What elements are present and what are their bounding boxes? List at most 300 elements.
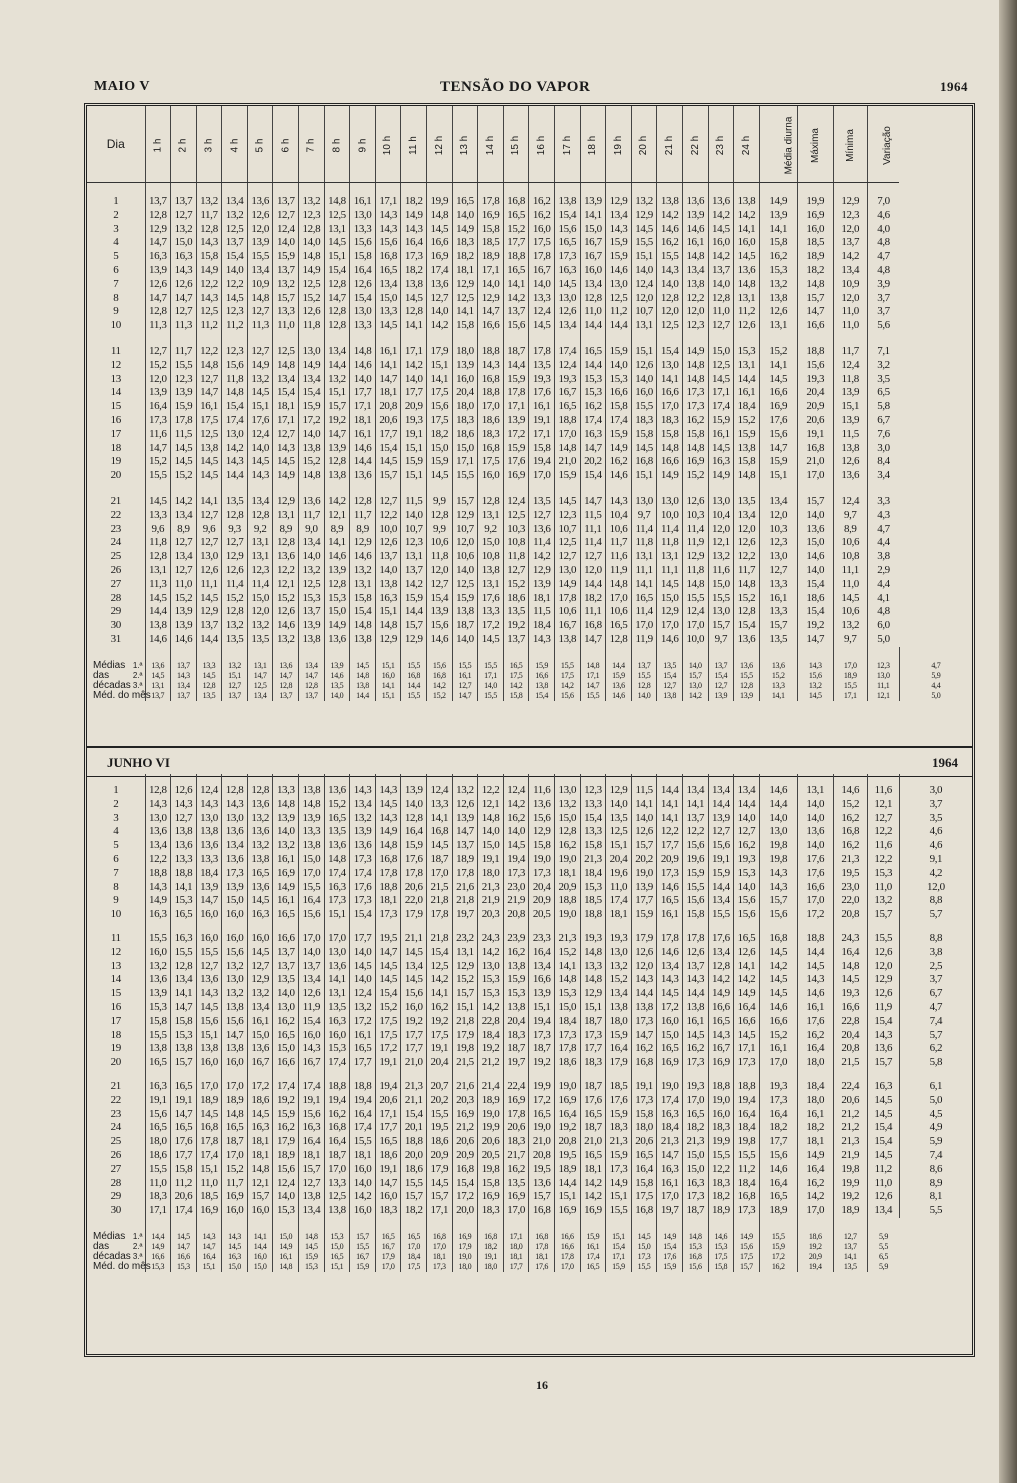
cell-values: 16,2 16,2 16,0 17,5 17,8 16,7 14,0 13,3 12,4 14,5 [532,195,551,332]
column-header-18 [580,106,606,183]
data-column-13 [452,183,478,333]
summary-column-12 [427,1218,453,1272]
summary-values: 15,6 16,8 14,2 15,2 [432,660,446,700]
data-column-18 [580,183,606,333]
cell-values: 12,4 14,3 13,0 13,8 13,6 13,3 18,4 13,9 14,7 16,0 [200,784,218,921]
data-column-18 [580,333,606,483]
cell-values: 17,0 14,0 13,7 13,4 12,6 11,9 15,4 16,0 14,3 16,7 [302,931,321,1069]
data-column-28 [867,333,899,483]
cell-values: 23,3 16,4 13,4 16,6 13,9 15,1 19,4 17,3 18,7 19,2 [532,931,551,1069]
data-column-17 [555,333,581,483]
column-header-13 [452,106,478,183]
data-column-23 [708,1070,734,1218]
book-spine-shadow [999,0,1017,1483]
summary-values: 14,5 15,0 17,3 15,5 [637,1231,651,1271]
cell-values: 12,6 14,3 12,7 13,8 13,6 13,3 18,8 14,1 15,3 16,5 [174,784,193,921]
cell-values: 14,3 13,4 13,2 13,9 13,6 17,3 17,4 17,6 17,3 15,4 [353,784,372,921]
summary-column-9 [350,1218,376,1272]
data-column-7 [299,483,325,647]
cell-values: 12,4 9,7 8,9 10,6 10,8 11,1 11,0 14,5 10,6 13,2 9,7 [841,494,860,645]
summary-values: 13,3 14,5 12,8 13,5 [202,660,216,700]
data-column-11 [401,922,427,1070]
summary-column-12 [427,647,453,701]
data-column-19 [606,1070,632,1218]
summary-values: 14,9 15,4 17,6 15,9 [663,1231,677,1271]
cell-values: 16,3 19,1 15,6 16,5 18,0 18,6 15,5 11,0 18,3 17,1 [148,1079,167,1217]
cell-values: 19,0 16,9 16,4 19,2 20,8 19,5 18,9 14,4 15,1 16,9 [558,1079,577,1217]
data-block-2 [87,483,972,647]
summary-values: 14,8 17,1 14,7 15,5 [586,660,600,700]
cell-values: 14,4 14,1 14,1 12,2 17,7 20,9 17,3 14,6 16,5 16,1 [660,784,679,921]
data-column-19 [606,774,632,922]
data-column-16 [529,483,555,647]
data-column-23 [708,183,734,333]
cell-values: 15,1 12,6 14,0 16,0 15,5 18,3 15,8 14,5 16,8 15,1 [635,344,653,482]
cell-values: 13,0 10,4 12,0 12,1 13,2 11,6 15,0 15,5 13,0 15,7 9,7 [712,494,730,645]
data-column-25 [759,483,797,647]
data-block-0 [87,774,972,922]
summary-values: 16,5 17,0 18,4 17,5 [407,1231,421,1271]
summary-column-2 [171,1218,197,1272]
cell-values: 12,8 14,3 13,0 13,6 13,4 13,6 17,3 13,9 15,0 16,0 [225,784,244,921]
data-block-0 [87,183,972,333]
cell-values: 14,5 13,3 9,6 11,8 12,8 13,1 11,3 14,5 14,4 13,8 14,6 [148,494,167,645]
data-column-2 [171,1070,197,1218]
cell-values: 17,0 13,0 13,6 14,1 13,1 13,5 16,3 16,0 15,3 17,4 [328,931,346,1069]
column-header-24 [734,106,760,183]
data-column-24 [734,774,760,922]
cell-values: 12,2 14,8 12,7 14,7 16,1 17,5 12,5 13,8 14,5 14,5 [200,344,218,482]
cell-values: 16,0 15,5 12,7 13,6 14,3 14,5 15,6 15,1 13,8 16,0 [200,931,218,1069]
summary-values: 13,9 14,6 13,5 14,0 [330,660,344,700]
data-column-7 [299,183,325,333]
summary-column-13 [452,1218,478,1272]
cell-values: 15,4 13,0 14,1 16,6 17,0 18,3 15,8 14,8 16,6 14,9 [660,344,679,482]
column-header-8 [324,106,350,183]
cell-values: 13,8 14,2 14,1 16,0 14,5 13,6 14,8 13,1 11,2 12,6 [737,195,756,332]
cell-values: 12,5 14,8 13,4 15,4 18,1 17,1 12,7 14,3 14,5 14,9 [276,344,295,482]
cell-values: 19,9 14,8 14,5 16,6 16,9 17,4 13,6 12,7 14,0 14,2 [430,195,449,332]
data-column-13 [452,333,478,483]
cell-values: 11,5 14,0 10,7 12,3 13,1 13,7 14,2 15,9 14,4 15,7 12,9 [404,494,423,645]
day-column [87,183,145,333]
cell-values: 12,7 12,2 10,0 12,6 13,7 14,0 13,8 16,3 15,1 14,8 12,9 [379,494,397,645]
cell-values: 3,3 4,3 4,7 4,4 3,8 2,9 4,4 4,1 4,8 6,0 5,0 [877,494,890,645]
junho-table [87,774,972,1272]
data-column-23 [708,922,734,1070]
column-header-0: Dia [87,106,145,183]
data-column-15 [503,1070,529,1218]
summary-column-7 [299,1218,325,1272]
cell-values: 13,3 14,8 13,9 14,0 13,2 16,1 16,9 14,9 16,1 16,5 [276,784,295,921]
data-column-25 [759,774,797,922]
data-column-8 [324,183,350,333]
data-column-18 [580,483,606,647]
data-column-26 [797,183,833,333]
cell-values: 13,2 12,9 14,5 15,5 15,1 14,0 12,4 12,0 10,7 13,1 [635,195,653,332]
cell-values: 12,3 13,3 15,4 13,3 15,8 21,3 18,4 15,3 18,5 18,8 [584,784,602,921]
summary-values: 14,8 14,5 15,9 15,3 [304,1231,318,1271]
cell-values: 19,3 17,3 16,4 18,2 17,7 15,6 14,6 16,4 16,5 18,9 [769,1079,788,1217]
cell-values: 16,5 19,1 14,7 16,5 17,6 17,7 15,8 11,2 20,6 17,4 [174,1079,193,1217]
summary-label-text: Médias das décadas Méd. do mês [93,1230,151,1272]
column-header-label: 14 h [485,135,497,156]
cell-values: 12,7 15,2 12,0 13,9 16,4 17,3 11,6 14,7 15,2 15,5 [148,344,167,482]
cell-values: 17,8 13,5 19,3 17,6 16,1 19,1 17,1 15,8 19,4 17,0 [532,344,551,482]
data-column-27 [833,1070,867,1218]
column-header-label: 21 h [664,135,676,156]
cell-values: 14,2 12,1 8,9 14,1 14,6 13,9 12,8 15,3 15,0 14,9 13,6 [328,494,346,645]
data-column-11 [401,333,427,483]
data-column-22 [682,333,708,483]
data-column-15 [503,922,529,1070]
column-header-2 [171,106,197,183]
column-header-19 [606,106,632,183]
data-column-17 [555,1070,581,1218]
cell-values: 11,7 12,4 11,8 13,9 15,1 13,9 11,5 13,8 12,6 13,6 [841,344,860,482]
data-column-25 [759,183,797,333]
column-header-label: Mínima [844,129,856,162]
cell-values: 14,6 14,4 14,0 13,0 19,8 19,8 14,3 14,3 15,7 15,6 [769,784,788,921]
column-header-label: 2 h [177,138,189,153]
column-header-9 [350,106,376,183]
cell-values: 15,5 12,6 12,0 12,9 12,6 11,9 15,4 14,3 13,6 15,7 [874,931,893,1069]
cell-values: 13,4 14,4 13,9 12,7 15,6 19,1 15,9 14,4 13,4 15,5 [712,784,730,921]
junho-year: 1964 [932,755,958,770]
cell-values: 13,7 12,7 13,2 15,0 16,3 14,3 12,6 14,7 12,7 11,3 [174,195,193,332]
cell-values: 17,9 12,6 12,0 14,3 14,4 13,8 17,3 14,7 16,2 16,8 [635,931,653,1069]
data-column-22 [682,183,708,333]
cell-values: 17,8 12,6 13,7 14,3 14,4 13,8 16,1 14,5 16,2 17,3 [686,931,705,1069]
cell-values: 18,0 13,9 16,0 20,4 18,0 18,3 18,6 15,0 17,1 15,5 [456,344,474,482]
cell-values: 21,3 15,2 14,1 14,8 15,3 15,0 18,4 17,3 17,8 18,6 [558,931,577,1069]
column-header-label: Média diurna [783,116,795,175]
data-column-4 [222,922,248,1070]
cell-values: 22,4 20,6 21,2 21,2 21,3 21,9 19,8 19,9 19,2 18,9 [841,1079,860,1217]
cell-values: 14,2 13,4 8,9 12,7 13,4 12,7 11,0 15,2 13,9 13,9 14,6 [174,494,193,645]
data-column-3 [196,922,222,1070]
data-column-24 [734,333,760,483]
data-column-29 [899,922,972,1070]
cell-values: 12,8 14,3 13,0 13,6 13,4 12,2 18,8 14,3 14,9 16,3 [148,784,167,921]
cell-values: 16,0 14,5 12,7 12,9 13,2 13,4 16,1 15,0 13,6 16,7 [251,931,269,1069]
cell-values: 18,8 14,3 16,8 18,8 17,0 18,6 18,3 16,8 17,5 16,0 [481,344,500,482]
cell-values: 14,8 12,5 13,1 14,5 15,1 15,4 12,8 14,7 12,8 12,8 [328,195,346,332]
data-column-3 [196,183,222,333]
data-column-5 [247,333,273,483]
cell-values: 16,5 12,6 14,1 14,2 14,9 16,4 16,6 14,5 17,1 17,3 [737,931,756,1069]
data-column-3 [196,1070,222,1218]
cell-values: 19,5 14,7 14,5 14,5 15,4 15,2 17,5 17,5 17,2 19,1 [379,931,397,1069]
cell-values: 19,3 14,8 13,3 14,8 12,9 15,1 18,7 17,3 17,7 18,3 [584,931,602,1069]
day-numbers: 11 12 13 14 15 16 17 18 19 20 [110,344,121,482]
cell-values: 11,7 15,5 12,3 13,9 15,9 17,8 11,5 14,5 14,5 15,2 [174,344,193,482]
cell-values: 14,3 14,5 14,3 14,9 14,8 16,8 17,8 18,8 18,1 17,3 [379,784,397,921]
data-column-28 [867,483,899,647]
data-column-13 [452,483,478,647]
summary-column-23 [708,647,734,701]
cell-values: 14,8 14,6 14,0 17,7 17,1 18,1 16,1 14,6 14,4 13,6 [353,344,372,482]
summary-values: 14,9 15,6 17,5 15,7 [740,1231,753,1271]
day-column [87,483,145,647]
column-header-label: 1 h [152,138,164,153]
data-column-8 [324,774,350,922]
data-column-26 [797,1070,833,1218]
data-column-13 [452,922,478,1070]
data-column-1 [145,333,171,483]
cell-values: 19,1 17,3 15,8 18,0 20,6 16,5 16,4 15,8 17,5 16,8 [635,1079,653,1217]
data-column-20 [631,183,657,333]
cell-values: 21,8 15,4 12,5 14,2 14,1 16,2 19,2 17,5 19,1 20,4 [430,931,449,1069]
cell-values: 18,8 19,0 16,0 18,3 19,9 15,5 12,2 18,3 18,2 18,9 [712,1079,730,1217]
summary-values: 13,6 14,5 13,1 13,7 [151,660,165,700]
summary-column-13 [452,647,478,701]
column-header-label: Variação [881,126,893,165]
data-column-8 [324,922,350,1070]
day-column [87,922,145,1070]
summary-values: 13,6 14,7 12,8 13,7 [279,660,293,700]
data-column-7 [299,333,325,483]
summary-values: 15,1 15,4 17,1 15,9 [612,1231,625,1271]
summary-values: 14,1 14,4 16,0 15,0 [253,1231,267,1271]
column-header-label: 20 h [638,135,650,156]
cell-values: 13,5 12,7 13,6 11,4 14,2 12,9 13,9 18,1 11,5 18,4 14,3 [532,494,551,645]
column-header-6 [273,106,299,183]
cell-values: 21,4 18,9 19,0 19,9 20,6 20,5 19,8 15,8 16,9 18,3 [481,1079,500,1217]
summary-column-5 [247,1218,273,1272]
cell-values: 13,4 12,8 9,2 13,1 13,1 12,3 11,4 15,0 12,0 13,2 13,5 [251,494,269,645]
data-column-9 [350,922,376,1070]
data-column-6 [273,483,299,647]
summary-values: 13,7 14,3 13,4 13,7 [176,660,190,700]
cell-values: 13,0 9,7 11,4 11,8 13,1 11,1 14,1 16,5 11,4 17,0 11,9 [635,494,653,645]
cell-values: 11,6 13,6 15,6 12,9 15,8 19,0 17,3 20,4 20,9 20,5 [532,784,551,921]
data-column-16 [529,774,555,922]
cell-values: 13,6 11,7 9,0 13,4 14,0 13,2 12,5 15,3 13,7 13,9 13,8 [302,494,321,645]
cell-values: 18,8 15,6 19,3 20,4 20,9 20,6 19,1 16,8 21,0 17,0 [806,344,825,482]
data-column-6 [273,922,299,1070]
data-column-2 [171,483,197,647]
cell-values: 16,8 16,5 15,2 17,7 18,8 16,5 14,1 14,2 13,7 15,6 [507,195,525,332]
data-column-21 [657,333,683,483]
summary-row [87,1218,972,1272]
summary-values: 14,4 15,9 13,6 14,6 [612,660,625,700]
data-column-20 [631,774,657,922]
cell-values: 23,2 13,1 12,9 15,2 15,7 15,1 21,8 17,9 19,8 21,5 [456,931,474,1069]
data-column-6 [273,774,299,922]
summary-values: 15,9 16,6 13,8 15,4 [535,660,549,700]
cell-values: 17,0 18,9 14,8 16,5 18,7 17,0 15,2 11,7 16,9 16,0 [225,1079,244,1217]
header-year: 1964 [940,79,968,94]
cell-values: 16,6 13,7 13,7 13,5 14,0 13,0 16,2 16,5 15,0 16,6 [276,931,295,1069]
cell-values: 15,7 14,0 13,6 15,0 14,6 14,0 15,4 18,6 15,4 19,2 14,7 [806,494,825,645]
cell-values: 18,5 17,6 15,9 18,3 21,3 15,9 17,3 14,9 15,1 15,5 [609,1079,628,1217]
summary-column-19 [606,1218,632,1272]
data-column-3 [196,483,222,647]
summary-values: 4,7 5,9 4,4 5,0 [931,660,941,700]
summary-label [87,1218,151,1272]
summary-column-26 [797,647,833,701]
data-column-27 [833,483,867,647]
column-header-11 [401,106,427,183]
cell-values: 9,9 12,8 9,9 10,6 11,8 12,0 12,7 15,4 13,9 15,6 14,6 [430,494,449,645]
data-column-24 [734,1070,760,1218]
cell-values: 12,8 13,6 13,2 13,6 13,2 13,8 16,5 13,6 14,5 16,3 [251,784,269,921]
data-column-8 [324,483,350,647]
summary-column-22 [682,647,708,701]
data-column-6 [273,183,299,333]
cell-values: 13,0 10,0 11,4 11,8 13,1 11,1 14,5 15,0 12,9 17,0 14,6 [660,494,679,645]
cell-values: 12,7 14,9 13,2 14,5 15,1 17,6 12,4 14,0 14,5 14,3 [251,344,269,482]
data-column-2 [171,922,197,1070]
cell-values: 14,9 13,9 14,1 15,8 16,2 15,3 13,2 13,8 12,6 13,1 [769,195,788,332]
summary-column-2 [171,647,197,701]
summary-values: 16,8 18,2 19,1 18,0 [484,1231,497,1271]
data-column-27 [833,774,867,922]
summary-values: 13,2 15,1 12,7 13,7 [228,660,241,700]
summary-values: 12,3 13,0 11,1 12,1 [876,660,890,700]
cell-values: 18,8 14,4 14,5 14,3 14,6 16,1 17,6 16,2 16,4 18,0 [806,931,825,1069]
summary-column-21 [657,1218,683,1272]
summary-column-16 [529,647,555,701]
cell-values: 16,3 14,5 14,5 15,4 15,4 14,5 11,2 11,0 12,6 13,4 [874,1079,893,1217]
cell-values: 18,8 19,4 16,2 16,8 16,4 18,7 17,0 13,3 12,5 13,8 [328,1079,346,1217]
summary-values: 14,0 15,7 13,0 14,2 [688,660,702,700]
summary-values: 14,3 14,5 16,3 15,0 [228,1231,241,1271]
summary-values: 13,7 15,4 12,7 13,9 [714,660,728,700]
summary-column-25 [759,1218,797,1272]
day-numbers: 21 22 23 24 25 26 27 28 29 30 31 [110,494,121,645]
data-column-19 [606,483,632,647]
column-header-label: 19 h [612,135,624,156]
cell-values: 16,1 13,0 13,3 15,6 15,8 16,4 12,6 15,4 13,0 13,3 [353,195,372,332]
summary-values: 15,0 14,9 16,1 14,8 [279,1231,293,1271]
cell-values: 6,1 5,0 4,5 4,9 5,9 7,4 8,6 8,9 8,1 5,5 [929,1079,943,1217]
column-header-23 [708,106,734,183]
data-column-4 [222,183,248,333]
data-column-12 [427,1070,453,1218]
cell-values: 13,9 14,1 15,0 16,7 16,7 16,0 13,4 12,8 11,0 14,4 [584,195,602,332]
data-column-24 [734,483,760,647]
data-column-5 [247,774,273,922]
data-column-5 [247,483,273,647]
data-column-3 [196,333,222,483]
data-column-9 [350,1070,376,1218]
cell-values: 17,4 12,4 19,3 16,7 16,5 18,8 17,0 14,8 21,0 15,9 [558,344,577,482]
data-column-10 [375,333,401,483]
cell-values: 13,8 14,2 14,6 16,2 15,5 14,3 14,0 12,8 12,0 12,5 [660,195,679,332]
column-header-label: 17 h [561,135,573,156]
data-column-27 [833,183,867,333]
data-column-1 [145,483,171,647]
maio-section [87,106,972,701]
summary-values: 13,4 14,7 12,8 13,7 [304,660,318,700]
data-column-7 [299,1070,325,1218]
data-column-5 [247,1070,273,1218]
cell-values: 13,8 15,4 15,6 16,5 17,3 16,3 14,5 13,0 12,6 13,4 [558,195,577,332]
cell-values: 21,1 14,5 13,4 14,5 15,6 16,0 19,2 17,7 17,7 21,0 [404,931,423,1069]
cell-values: 12,4 12,5 10,3 10,8 11,8 12,7 15,2 18,6 13,5 19,2 13,7 [507,494,525,645]
data-column-22 [682,922,708,1070]
data-column-8 [324,333,350,483]
cell-values: 17,2 18,6 14,5 16,3 18,1 18,1 14,8 12,1 15,7 16,0 [251,1079,269,1217]
cell-values: 19,4 20,6 17,1 17,7 16,5 18,6 19,1 14,7 16,0 18,3 [379,1079,397,1217]
column-header-27 [833,106,867,183]
data-column-4 [222,483,248,647]
data-column-17 [555,483,581,647]
data-column-23 [708,483,734,647]
data-column-28 [867,922,899,1070]
data-column-29 [899,1070,972,1218]
summary-column-20 [631,1218,657,1272]
data-column-25 [759,922,797,1070]
data-column-21 [657,774,683,922]
data-column-28 [867,1070,899,1218]
data-column-29 [899,774,972,922]
summary-values: 15,7 15,5 16,7 15,9 [356,1231,369,1271]
cell-values: 13,2 12,6 13,9 14,7 13,7 18,9 17,8 21,6 21,8 19,7 [456,784,474,921]
cell-values: 14,3 10,4 10,6 11,7 11,6 11,9 14,8 17,0 10,6 16,5 12,8 [609,494,628,645]
data-column-2 [171,333,197,483]
junho-header-bar [87,746,972,777]
summary-values: 13,6 15,5 12,8 13,9 [740,660,753,700]
data-column-16 [529,922,555,1070]
day-column [87,333,145,483]
cell-values: 17,1 14,3 14,3 15,6 16,8 16,5 13,4 15,0 13,3 14,5 [379,195,397,332]
summary-values: 13,5 15,4 12,7 13,8 [663,660,677,700]
cell-values: 11,6 12,1 12,7 12,2 11,6 12,2 15,3 11,0 13,2 15,7 [874,784,893,921]
cell-values: 13,7 12,7 12,4 14,0 15,9 13,7 13,2 15,7 13,3 11,0 [276,195,295,332]
data-table-frame [84,103,975,1357]
summary-column-4 [222,647,248,701]
column-header-row [87,106,972,183]
data-column-16 [529,1070,555,1218]
column-header-3 [196,106,222,183]
cell-values: 22,4 16,9 17,8 20,6 18,3 21,7 16,2 13,5 16,9 17,0 [507,1079,525,1217]
data-column-28 [867,183,899,333]
cell-values: 12,8 11,7 8,9 12,9 14,6 13,2 13,1 15,8 15,4 14,8 13,8 [353,494,372,645]
cell-values: 17,1 14,2 14,0 17,7 20,9 19,3 19,1 15,1 15,9 15,1 [404,344,423,482]
cell-values: 17,8 16,9 15,8 18,5 18,9 17,1 14,0 12,9 14,7 16,6 [481,195,500,332]
data-column-14 [478,1070,504,1218]
data-column-9 [350,333,376,483]
column-header-label: 22 h [689,135,701,156]
summary-values: 14,5 14,8 13,8 14,4 [356,660,369,700]
data-column-11 [401,183,427,333]
column-header-17 [555,106,581,183]
column-header-26 [797,106,833,183]
column-header-label: 15 h [510,135,522,156]
summary-column-27 [833,647,867,701]
column-header-16 [529,106,555,183]
data-column-4 [222,1070,248,1218]
summary-values: 15,5 17,5 14,2 15,6 [560,660,574,700]
summary-column-26 [797,1218,833,1272]
cell-values: 17,4 19,2 15,9 16,2 17,9 18,9 15,6 12,4 14,0 15,3 [276,1079,295,1217]
summary-column-19 [606,647,632,701]
data-column-3 [196,774,222,922]
summary-column-5 [247,647,273,701]
summary-column-15 [503,647,529,701]
cell-values: 16,8 14,5 14,2 14,5 14,5 14,6 16,6 15,2 16,1 17,0 [769,931,788,1069]
summary-row [87,647,972,701]
cell-values: 14,9 14,8 14,8 17,3 17,3 16,2 15,8 14,8 16,9 15,2 [686,344,705,482]
cell-values: 17,9 15,1 14,1 17,5 15,6 17,5 18,2 15,0 15,9 14,5 [430,344,449,482]
data-column-25 [759,1070,797,1218]
summary-values: 16,8 17,8 18,1 17,6 [535,1231,549,1271]
data-column-14 [478,922,504,1070]
summary-column-10 [375,647,401,701]
